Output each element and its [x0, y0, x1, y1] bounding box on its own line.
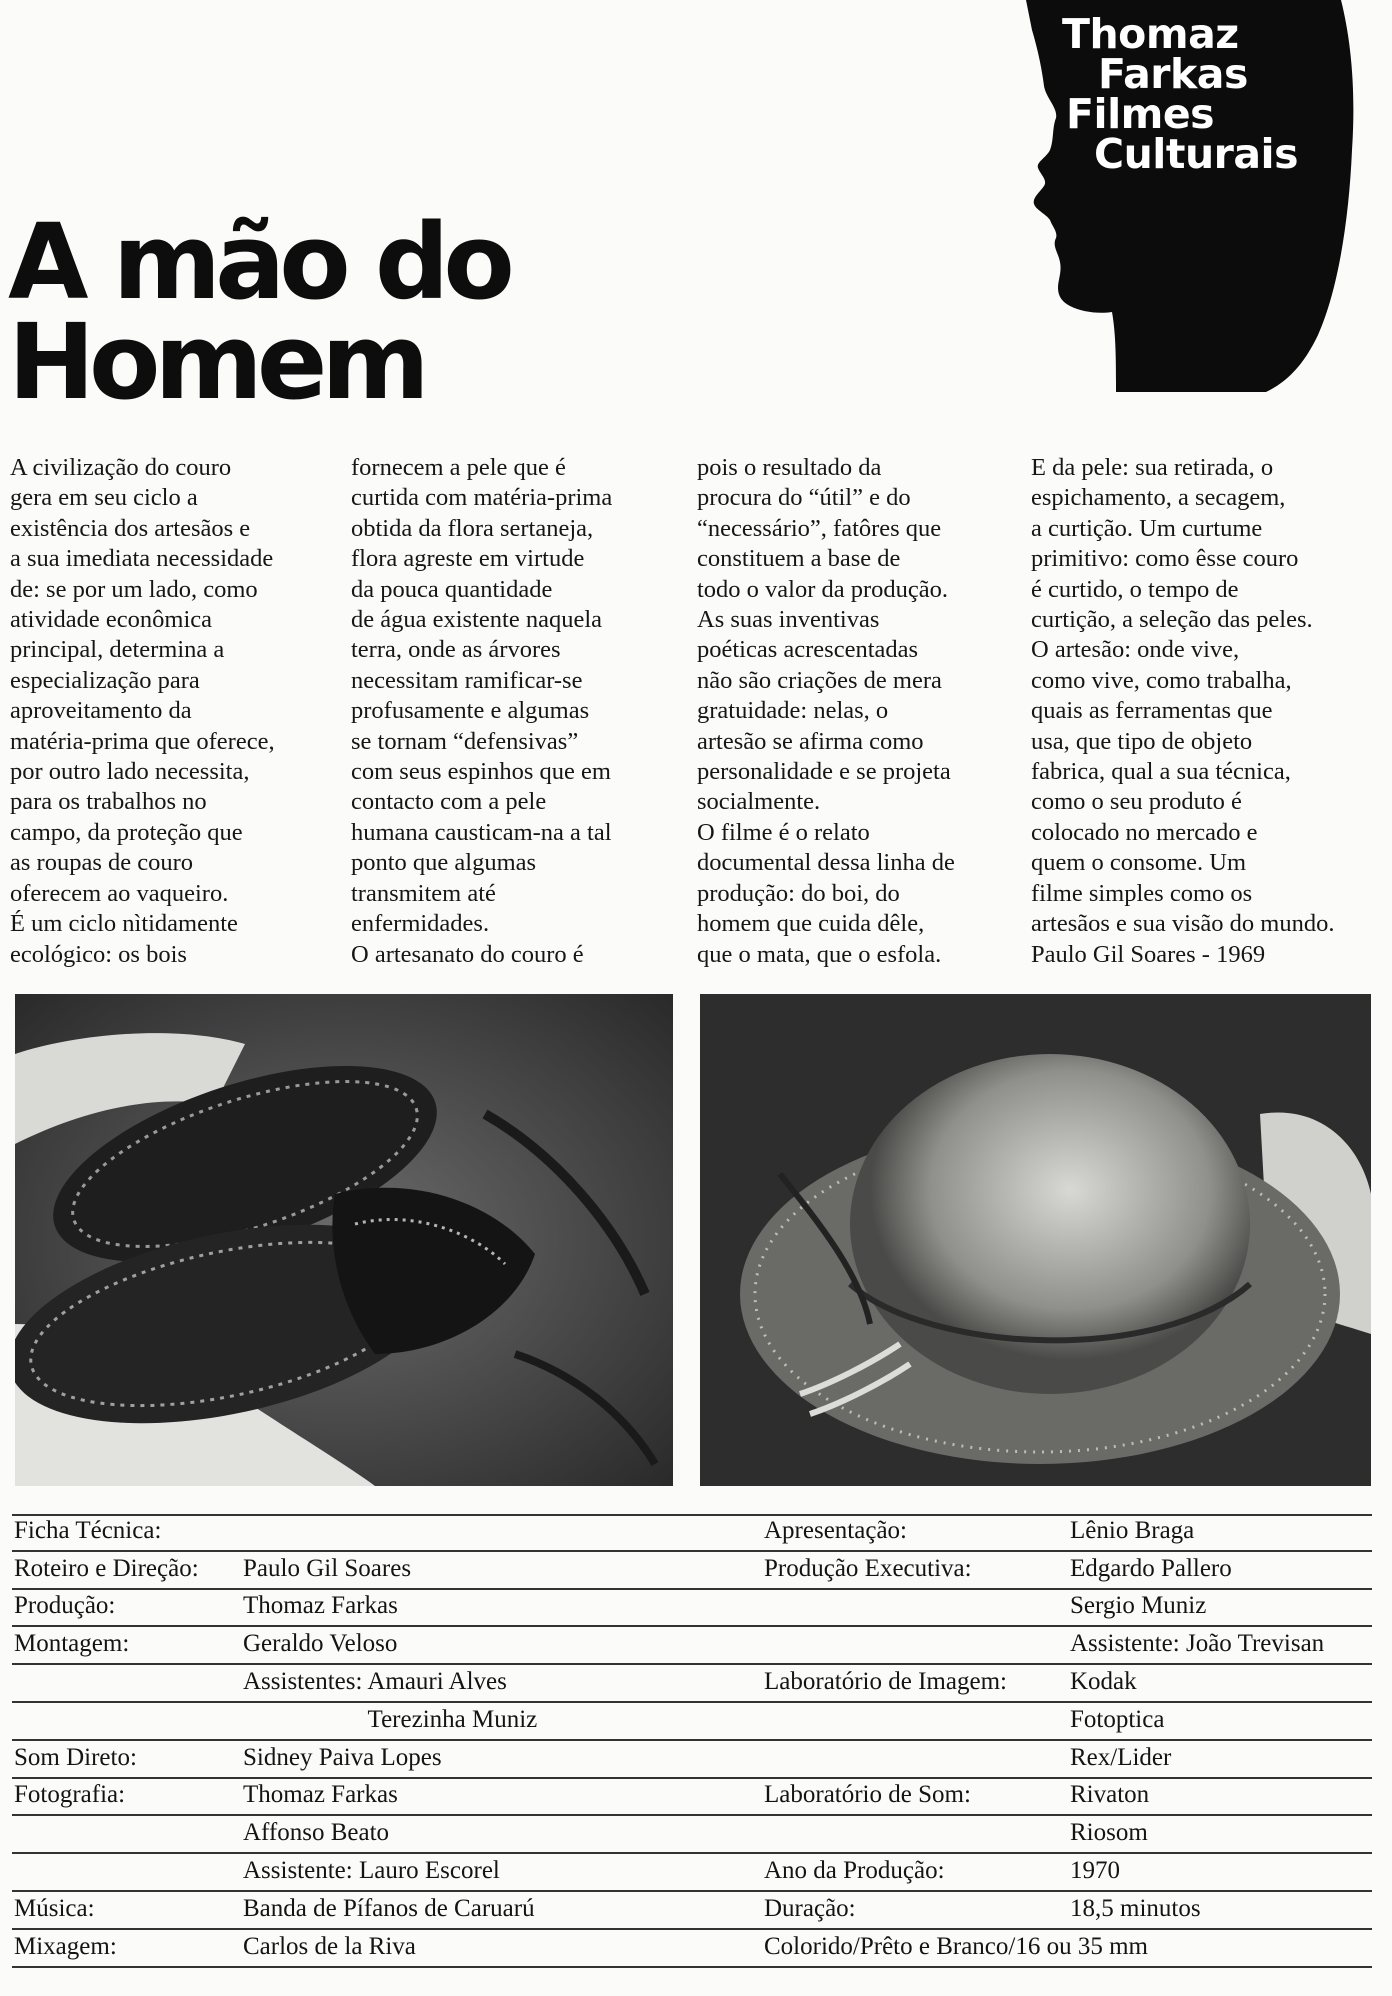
credit-label: Mixagem: — [14, 1932, 117, 1960]
text-line: humana causticam-na a tal — [351, 818, 612, 846]
text-line: curtição, a seleção das peles. — [1031, 606, 1313, 634]
text-line: com seus espinhos que em — [351, 758, 611, 786]
text-line: da pouca quantidade — [351, 575, 553, 603]
credit-value: 1970 — [1070, 1856, 1120, 1884]
credit-value: Fotoptica — [1070, 1705, 1165, 1733]
credit-label: Laboratório de Imagem: — [764, 1667, 1007, 1695]
text-line: As suas inventivas — [697, 606, 880, 634]
credit-value: Sergio Muniz — [1070, 1592, 1207, 1620]
credit-value: Thomaz Farkas — [243, 1781, 398, 1809]
credits-row — [12, 1590, 1372, 1628]
text-line: O artesanato do couro é — [351, 940, 584, 968]
text-line: se tornam “defensivas” — [351, 727, 579, 755]
text-line: de água existente naquela — [351, 606, 603, 634]
credits-row — [12, 1514, 1372, 1552]
credit-label: Duração: — [764, 1894, 856, 1922]
credits-table — [12, 1514, 1372, 1968]
text-line: Paulo Gil Soares - 1969 — [1031, 940, 1266, 968]
text-line: atividade econômica — [10, 606, 213, 634]
text-line: “necessário”, fatôres que — [697, 514, 942, 542]
text-line: a curtição. Um curtume — [1031, 514, 1263, 542]
text-line: as roupas de couro — [10, 849, 194, 877]
text-line: gratuidade: nelas, o — [697, 697, 889, 725]
text-line: quem o consome. Um — [1031, 849, 1247, 877]
credit-label: Colorido/Prêto e Branco/16 ou 35 mm — [764, 1932, 1148, 1960]
credit-value: Assistente: João Trevisan — [1070, 1630, 1325, 1658]
text-line: que o mata, que o esfola. — [697, 940, 942, 968]
text-line: gera em seu ciclo a — [10, 484, 198, 512]
text-line: colocado no mercado e — [1031, 818, 1258, 846]
text-line: campo, da proteção que — [10, 818, 243, 846]
text-line: filme simples como os — [1031, 879, 1253, 907]
logo-line-2: Farkas — [1098, 50, 1248, 98]
text-line: ecológico: os bois — [10, 940, 187, 968]
text-line: O artesão: onde vive, — [1031, 636, 1240, 664]
credit-value: Banda de Pífanos de Caruarú — [243, 1894, 535, 1922]
text-line: quais as ferramentas que — [1031, 697, 1273, 725]
text-line: a sua imediata necessidade — [10, 545, 274, 573]
text-line: profusamente e algumas — [351, 697, 590, 725]
text-line: E da pele: sua retirada, o — [1031, 454, 1274, 481]
credit-value: Thomaz Farkas — [243, 1592, 398, 1620]
title-line-2: Homem — [8, 301, 424, 423]
credit-label: Som Direto: — [14, 1743, 137, 1771]
credit-label: Ficha Técnica: — [14, 1516, 162, 1544]
credit-label: Música: — [14, 1894, 95, 1922]
text-line: contacto com a pele — [351, 788, 547, 816]
text-line: personalidade e se projeta — [697, 758, 951, 786]
credits-row — [12, 1741, 1372, 1779]
text-line: para os trabalhos no — [10, 788, 207, 816]
text-line: produção: do boi, do — [697, 879, 900, 907]
text-line: é curtido, o tempo de — [1031, 575, 1239, 603]
hat-photo — [700, 994, 1371, 1486]
credits-row — [12, 1892, 1372, 1930]
text-line: não são criações de mera — [697, 666, 942, 694]
title-line-1: A mão do — [8, 201, 509, 323]
credit-label: Produção: — [14, 1592, 116, 1620]
credits-row — [12, 1816, 1372, 1854]
text-line: documental dessa linha de — [697, 849, 955, 877]
text-line: por outro lado necessita, — [10, 758, 250, 786]
text-line: aproveitamento da — [10, 697, 192, 725]
credit-value: Kodak — [1070, 1667, 1137, 1695]
text-line: obtida da flora sertaneja, — [351, 514, 594, 542]
text-line: fabrica, qual a sua técnica, — [1031, 758, 1291, 786]
text-line: poéticas acrescentadas — [697, 636, 919, 664]
text-line: enfermidades. — [351, 910, 490, 938]
text-line: matéria-prima que oferece, — [10, 727, 275, 755]
page-title — [8, 201, 509, 423]
credit-label: Montagem: — [14, 1630, 130, 1658]
credit-label: Ano da Produção: — [764, 1856, 945, 1884]
text-line: oferecem ao vaqueiro. — [10, 879, 229, 907]
credit-value: Edgardo Pallero — [1070, 1554, 1232, 1582]
text-line: especialização para — [10, 666, 200, 694]
credits-row — [12, 1627, 1372, 1665]
text-line: curtida com matéria-prima — [351, 484, 613, 512]
credit-value: Carlos de la Riva — [243, 1932, 416, 1960]
text-line: ponto que algumas — [351, 849, 537, 877]
credit-label: Laboratório de Som: — [764, 1781, 971, 1809]
text-line: O filme é o relato — [697, 818, 870, 846]
credit-value: Riosom — [1070, 1819, 1148, 1847]
credits-row — [12, 1552, 1372, 1590]
text-line: como o seu produto é — [1031, 788, 1242, 816]
credit-value: Rivaton — [1070, 1781, 1150, 1809]
credit-label: Fotografia: — [14, 1781, 126, 1809]
text-line: procura do “útil” e do — [697, 484, 911, 512]
text-line: primitivo: como êsse couro — [1031, 545, 1299, 573]
credits-row — [12, 1930, 1372, 1968]
text-line: terra, onde as árvores — [351, 636, 561, 664]
text-line: como vive, como trabalha, — [1031, 666, 1292, 694]
logo-line-3: Filmes — [1066, 90, 1215, 138]
text-line: necessitam ramificar-se — [351, 666, 583, 694]
credit-label: Roteiro e Direção: — [14, 1554, 199, 1582]
text-line: existência dos artesãos e — [10, 514, 251, 542]
credits-row — [12, 1854, 1372, 1892]
sandals-photo — [15, 994, 673, 1486]
text-line: pois o resultado da — [697, 454, 882, 481]
text-line: transmitem até — [351, 879, 496, 907]
credits-row — [12, 1703, 1372, 1741]
credit-value: Geraldo Veloso — [243, 1630, 398, 1658]
credit-value: Sidney Paiva Lopes — [243, 1743, 442, 1771]
credit-label: Produção Executiva: — [764, 1554, 972, 1582]
credit-value: Paulo Gil Soares — [243, 1554, 412, 1582]
text-line: constituem a base de — [697, 545, 901, 573]
credit-value: Rex/Lider — [1070, 1743, 1172, 1771]
text-column-3 — [697, 453, 955, 970]
text-line: artesão se afirma como — [697, 727, 924, 755]
credit-value: Lênio Braga — [1070, 1516, 1195, 1544]
text-line: homem que cuida dêle, — [697, 910, 925, 938]
credit-value: Terezinha Muniz — [243, 1705, 538, 1733]
credits-row — [12, 1665, 1372, 1703]
text-line: principal, determina a — [10, 636, 225, 664]
text-column-1 — [10, 453, 275, 970]
logo — [966, 0, 1356, 395]
text-column-4 — [1031, 453, 1334, 970]
credits-row — [12, 1779, 1372, 1817]
credit-value: 18,5 minutos — [1070, 1894, 1201, 1922]
text-line: usa, que tipo de objeto — [1031, 727, 1253, 755]
text-line: de: se por um lado, como — [10, 575, 258, 603]
credit-label: Apresentação: — [764, 1516, 907, 1544]
logo-line-1: Thomaz — [1062, 10, 1239, 58]
text-line: espichamento, a secagem, — [1031, 484, 1286, 512]
text-line: flora agreste em virtude — [351, 545, 585, 573]
text-line: socialmente. — [697, 788, 821, 816]
text-line: artesãos e sua visão do mundo. — [1031, 910, 1335, 938]
credit-value: Assistente: Lauro Escorel — [243, 1856, 500, 1884]
text-line: É um ciclo nìtidamente — [10, 910, 238, 938]
text-line: A civilização do couro — [10, 454, 232, 481]
body-text — [10, 453, 1382, 973]
logo-line-4: Culturais — [1094, 130, 1298, 178]
text-line: fornecem a pele que é — [351, 454, 566, 481]
text-line: todo o valor da produção. — [697, 575, 949, 603]
credit-value: Assistentes: Amauri Alves — [243, 1667, 507, 1695]
credit-value: Affonso Beato — [243, 1819, 390, 1847]
text-column-2 — [351, 453, 612, 970]
